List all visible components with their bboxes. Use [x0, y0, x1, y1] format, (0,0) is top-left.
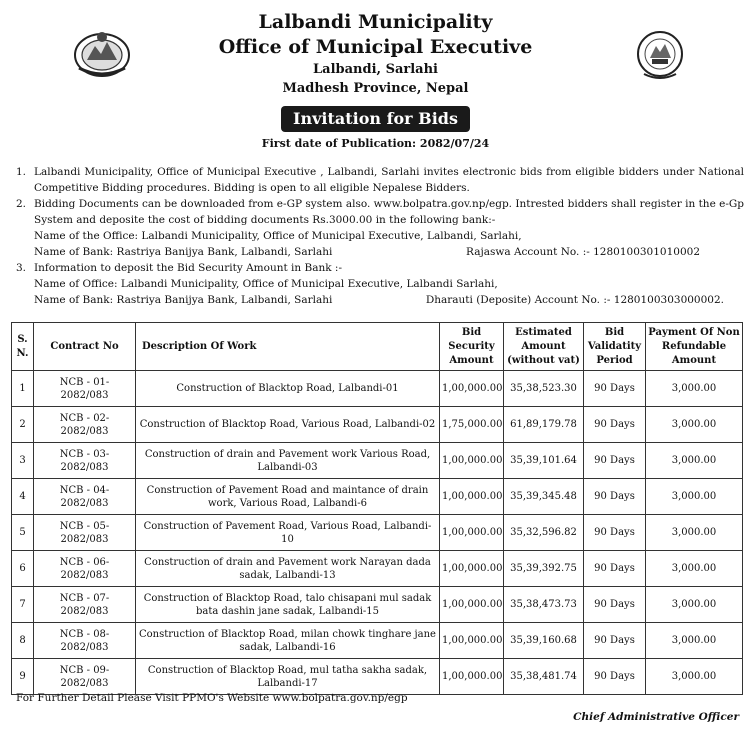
paragraph-text: Lalbandi Municipality, Office of Municipal Executive , Lalbandi, Sarlahi invites electronic bids from eligible bidders under National Competitive Bidding procedures. Bidding is open to all eligible Nepalese Bidders.	[34, 166, 744, 194]
cell-sn: 6	[12, 551, 34, 587]
cell-estimated: 35,39,160.68	[504, 623, 584, 659]
cell-estimated: 35,32,596.82	[504, 515, 584, 551]
office-line: Name of Office: Lalbandi Municipality, Office of Municipal Executive, Lalbandi Sarlahi,	[34, 278, 498, 290]
header-validity: Bid Validatity Period	[584, 323, 646, 371]
cell-payment: 3,000.00	[646, 623, 743, 659]
cell-validity: 90 Days	[584, 623, 646, 659]
cell-description: Construction of Blacktop Road, milan chowk tinghare jane sadak, Lalbandi-16	[136, 623, 440, 659]
table-row	[12, 551, 743, 587]
publication-date: First date of Publication: 2082/07/24	[261, 137, 490, 150]
cell-description: Construction of Blacktop Road, Lalbandi-01	[136, 371, 440, 407]
cell-security: 1,00,000.00	[440, 371, 504, 407]
table-body	[12, 371, 743, 695]
header-contract: Contract No	[34, 323, 136, 371]
notice-header	[0, 10, 751, 150]
table-row	[12, 479, 743, 515]
cell-sn: 8	[12, 623, 34, 659]
cell-security: 1,00,000.00	[440, 515, 504, 551]
office-line: Name of the Office: Lalbandi Municipality, Office of Municipal Executive, Lalbandi, Sarlahi,	[34, 230, 522, 242]
cell-validity: 90 Days	[584, 407, 646, 443]
paragraph-1	[16, 164, 744, 196]
cell-security: 1,00,000.00	[440, 443, 504, 479]
cell-validity: 90 Days	[584, 587, 646, 623]
cell-contract: NCB - 01-2082/083	[34, 371, 136, 407]
cell-payment: 3,000.00	[646, 551, 743, 587]
notice-body	[16, 164, 744, 308]
bank-account-row	[16, 244, 744, 260]
cell-sn: 3	[12, 443, 34, 479]
signatory-text: Chief Administrative Officer	[573, 711, 739, 723]
bids-table	[11, 322, 743, 695]
table-row	[12, 407, 743, 443]
cell-contract: NCB - 04-2082/083	[34, 479, 136, 515]
header-payment: Payment Of Non Refundable Amount	[646, 323, 743, 371]
cell-estimated: 35,38,481.74	[504, 659, 584, 695]
cell-sn: 5	[12, 515, 34, 551]
cell-security: 1,00,000.00	[440, 551, 504, 587]
cell-contract: NCB - 09-2082/083	[34, 659, 136, 695]
paragraph-number: 3.	[16, 262, 27, 274]
bank-line: Name of Bank: Rastriya Banijya Bank, Lalbandi, Sarlahi	[34, 294, 333, 306]
cell-description: Construction of Pavement Road and maintance of drain work, Various Road, Lalbandi-6	[136, 479, 440, 515]
table-row	[12, 515, 743, 551]
table-row	[12, 623, 743, 659]
org-name: Lalbandi Municipality	[258, 11, 493, 33]
cell-security: 1,00,000.00	[440, 623, 504, 659]
cell-sn: 7	[12, 587, 34, 623]
location-text: Lalbandi, Sarlahi	[313, 62, 438, 77]
header-security: Bid Security Amount	[440, 323, 504, 371]
cell-description: Construction of drain and Pavement work Narayan dada sadak, Lalbandi-13	[136, 551, 440, 587]
cell-payment: 3,000.00	[646, 479, 743, 515]
cell-contract: NCB - 03-2082/083	[34, 443, 136, 479]
cell-security: 1,00,000.00	[440, 659, 504, 695]
cell-sn: 9	[12, 659, 34, 695]
paragraph-text: Information to deposit the Bid Security Amount in Bank :-	[34, 262, 343, 274]
cell-contract: NCB - 02-2082/083	[34, 407, 136, 443]
cell-description: Construction of Blacktop Road, Various Road, Lalbandi-02	[136, 407, 440, 443]
cell-security: 1,75,000.00	[440, 407, 504, 443]
cell-validity: 90 Days	[584, 551, 646, 587]
table-row	[12, 371, 743, 407]
cell-contract: NCB - 05-2082/083	[34, 515, 136, 551]
header-sn: S. N.	[12, 323, 34, 371]
cell-payment: 3,000.00	[646, 515, 743, 551]
cell-estimated: 35,38,473.73	[504, 587, 584, 623]
invitation-banner: Invitation for Bids	[281, 106, 470, 132]
office-name: Office of Municipal Executive	[218, 36, 533, 58]
account-line: Rajaswa Account No. :- 1280100301010002	[466, 246, 700, 258]
cell-estimated: 35,39,345.48	[504, 479, 584, 515]
cell-security: 1,00,000.00	[440, 479, 504, 515]
cell-description: Construction of Blacktop Road, mul tatha sakha sadak, Lalbandi-17	[136, 659, 440, 695]
account-line: Dharauti (Deposite) Account No. :- 1280100303000002.	[425, 294, 724, 306]
cell-validity: 90 Days	[584, 371, 646, 407]
cell-payment: 3,000.00	[646, 587, 743, 623]
paragraph-number: 1.	[16, 166, 27, 178]
cell-sn: 1	[12, 371, 34, 407]
cell-validity: 90 Days	[584, 443, 646, 479]
bank-line: Name of Bank: Rastriya Banijya Bank, Lalbandi, Sarlahi	[34, 246, 333, 258]
cell-contract: NCB - 06-2082/083	[34, 551, 136, 587]
cell-description: Construction of drain and Pavement work Various Road, Lalbandi-03	[136, 443, 440, 479]
cell-payment: 3,000.00	[646, 659, 743, 695]
bank-account-row	[16, 292, 744, 308]
further-detail-text: For Further Detail Please Visit PPMO's Website www.bolpatra.gov.np/egp	[16, 692, 408, 704]
paragraph-2	[16, 196, 744, 228]
cell-estimated: 35,39,392.75	[504, 551, 584, 587]
cell-payment: 3,000.00	[646, 407, 743, 443]
cell-validity: 90 Days	[584, 479, 646, 515]
header-estimated: Estimated Amount (without vat)	[504, 323, 584, 371]
table-row	[12, 587, 743, 623]
cell-estimated: 35,38,523.30	[504, 371, 584, 407]
cell-payment: 3,000.00	[646, 443, 743, 479]
paragraph-3	[16, 260, 744, 276]
cell-sn: 4	[12, 479, 34, 515]
cell-contract: NCB - 07-2082/083	[34, 587, 136, 623]
cell-estimated: 35,39,101.64	[504, 443, 584, 479]
header-description: Description Of Work	[136, 323, 440, 371]
cell-validity: 90 Days	[584, 659, 646, 695]
cell-sn: 2	[12, 407, 34, 443]
paragraph-text: Bidding Documents can be downloaded from e-GP system also. www.bolpatra.gov.np/egp. Intrested bidders shall register in the e-Gp System and deposite the cost of bidding documents Rs.3000.00 in the following bank:-	[34, 198, 744, 226]
cell-security: 1,00,000.00	[440, 587, 504, 623]
table-row	[12, 443, 743, 479]
table-row	[12, 659, 743, 695]
cell-estimated: 61,89,179.78	[504, 407, 584, 443]
cell-description: Construction of Pavement Road, Various Road, Lalbandi-10	[136, 515, 440, 551]
cell-validity: 90 Days	[584, 515, 646, 551]
cell-contract: NCB - 08-2082/083	[34, 623, 136, 659]
table-header-row	[12, 323, 743, 371]
cell-payment: 3,000.00	[646, 371, 743, 407]
paragraph-number: 2.	[16, 198, 27, 210]
province-text: Madhesh Province, Nepal	[282, 81, 469, 96]
cell-description: Construction of Blacktop Road, talo chisapani mul sadak bata dashin jane sadak, Lalbandi-15	[136, 587, 440, 623]
